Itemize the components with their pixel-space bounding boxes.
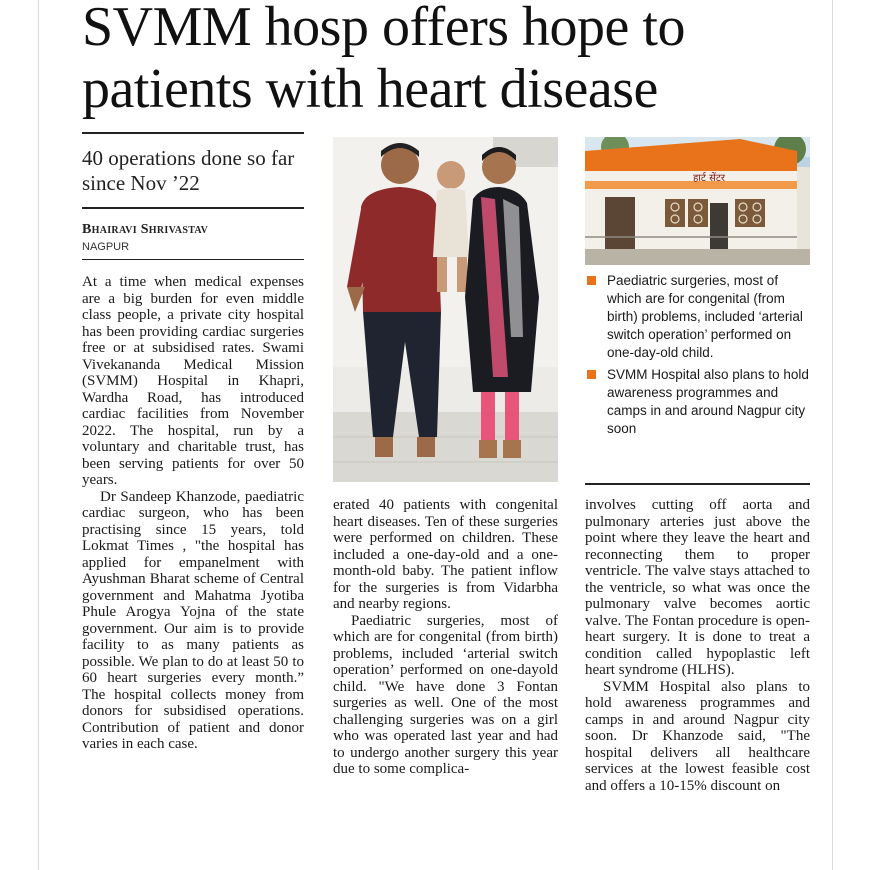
paragraph: erated 40 patients with congenital heart diseases. Ten of these surgeries were performed on children. These included a one-day-old and a one-month-old baby. The patient inflow for the surgeries is from Vidarbha and nearby regions. xyxy=(333,497,558,612)
paragraph: involves cutting off aorta and pulmonary arteries just above the point where they leave the heart and reconnecting them to proper ventricle. The valve stays attached to the ventricle, so what was once the pulmonary valve becomes aortic valve. The Fontan procedure is open-heart surgery. It is done to treat a condition called hypoplastic left heart syndrome (HLHS). xyxy=(585,497,810,678)
hospital-building-illustration xyxy=(585,137,810,265)
orange-square-bullet-icon xyxy=(587,370,596,379)
family-photo-illustration xyxy=(333,137,558,482)
highlight-item xyxy=(585,272,810,362)
dateline: NAGPUR xyxy=(82,241,130,253)
byline: Bhairavi Shrivastav xyxy=(82,222,209,237)
highlights-bottom-rule xyxy=(585,483,810,485)
family-photo xyxy=(333,137,558,482)
paragraph: At a time when medical expenses are a big burden for even middle class people, a private city hospital has been providing cardiac surgeries free or at subsidised rates. Swami Vivekananda Medical Mission (SVMM) Hospital in Khapri, Wardha Road, has introduced cardiac facilities from November 2022. The hospital, run by a voluntary and charitable trust, has been serving patients for over 50 years. xyxy=(82,274,304,488)
page-margin-rule-right xyxy=(832,0,833,870)
highlight-text: Paediatric surgeries, most of which are for congenital (from birth) problems, included ‘arterial switch operation’ performed on one-day-old child. xyxy=(607,273,803,360)
hospital-building-photo xyxy=(585,137,810,265)
article-column-1 xyxy=(82,274,304,870)
byline-rule xyxy=(82,259,304,260)
subhead-top-rule xyxy=(82,132,304,134)
paragraph: Dr Sandeep Khanzode, paediatric cardiac surgeon, who has been practising since 15 years, told Lokmat Times , "the hospital has applied for empanelment with Ayushman Bharat scheme of Central government and Mahatma Jyotiba Phule Arogya Yojna of the state government. Our aim is to provide facility to as many patients as possible. We plan to do at least 50 to 60 heart surgeries every month.” The hospital collects money from donors for subsidised operations. Contribution of patient and donor varies in each case. xyxy=(82,488,304,752)
paragraph: SVMM Hospital also plans to hold awareness programmes and camps in and around Nagpur city soon. Dr Khanzode said, "The hospital delivers all healthcare services at the lowest feasible cost and offers a 10-15% discount on xyxy=(585,678,810,794)
headline: SVMM hosp offers hope to patients with heart disease xyxy=(82,0,685,120)
subhead-bottom-rule xyxy=(82,207,304,209)
highlight-text: SVMM Hospital also plans to hold awareness programmes and camps in and around Nagpur city soon xyxy=(607,367,809,436)
page-margin-rule-left xyxy=(38,0,39,870)
subhead: 40 operations done so far since Nov ’22 xyxy=(82,146,295,195)
article-column-2 xyxy=(333,497,558,870)
orange-square-bullet-icon xyxy=(587,276,596,285)
highlight-item xyxy=(585,366,810,438)
article-column-3 xyxy=(585,497,810,870)
building-sign-text: हार्ट सेंटर xyxy=(693,173,726,184)
highlights-box xyxy=(585,272,810,442)
paragraph: Paediatric surgeries, most of which are for congenital (from birth) problems, included ‘arterial switch operation’ performed on one-dayold child. "We have done 3 Fontan surgeries as well. One of the most challenging surgeries was on a girl who was operated last year and had to undergo another surgery this year due to some complica- xyxy=(333,612,558,777)
